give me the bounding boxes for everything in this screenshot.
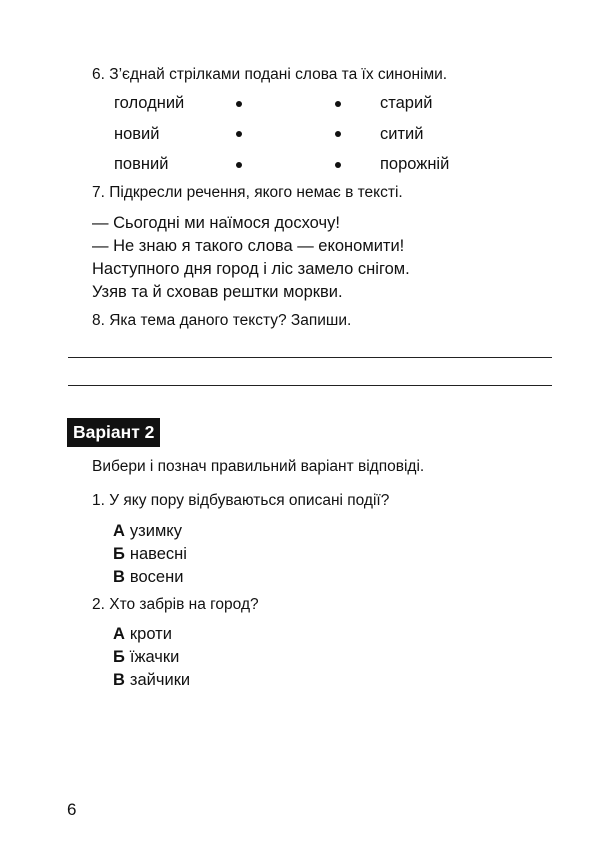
option-letter: В [113, 568, 125, 586]
sentence-2[interactable]: — Не знаю я такого слова — економити! [92, 237, 405, 255]
answer-line-2[interactable] [68, 385, 552, 386]
left-word-1: голодний [114, 94, 185, 112]
left-word-2: новий [114, 125, 160, 143]
option-1b[interactable] [113, 545, 187, 564]
option-text: узимку [129, 522, 182, 540]
option-letter: А [113, 522, 125, 540]
option-letter: Б [113, 545, 125, 563]
option-1c[interactable] [113, 568, 183, 587]
option-2a[interactable] [113, 625, 172, 644]
left-dot-3[interactable] [236, 162, 242, 168]
right-dot-3[interactable] [335, 162, 341, 168]
option-text: навесні [129, 545, 187, 563]
question-7: 7. Підкресли речення, якого немає в тексті. [92, 184, 403, 201]
option-2c[interactable] [113, 671, 190, 690]
option-text: зайчики [129, 671, 191, 689]
option-letter: А [113, 625, 125, 643]
option-1a[interactable] [113, 522, 182, 541]
option-text: восени [129, 568, 184, 586]
right-word-1: старий [380, 94, 433, 112]
right-dot-2[interactable] [335, 131, 341, 137]
left-word-3: повний [114, 155, 169, 173]
variant-question-2: 2. Хто забрів на город? [92, 596, 259, 613]
answer-line-1[interactable] [68, 357, 552, 358]
sentence-3[interactable]: Наступного дня город і ліс замело снігом. [92, 260, 410, 278]
option-text: їжачки [129, 648, 180, 666]
right-word-2: ситий [380, 125, 424, 143]
variant-title: Варіант 2 [67, 418, 160, 447]
right-dot-1[interactable] [335, 101, 341, 107]
sentence-1[interactable]: — Сьогодні ми наїмося досхочу! [92, 214, 340, 232]
option-letter: В [113, 671, 125, 689]
question-6: 6. З’єднай стрілками подані слова та їх синоніми. [92, 66, 448, 83]
question-8: 8. Яка тема даного тексту? Запиши. [92, 312, 352, 329]
option-2b[interactable] [113, 648, 179, 667]
page-number: 6 [67, 800, 77, 819]
option-letter: Б [113, 648, 125, 666]
option-text: кроти [129, 625, 172, 643]
variant-question-1: 1. У яку пору відбуваються описані події? [92, 492, 390, 509]
left-dot-1[interactable] [236, 101, 242, 107]
right-word-3: порожній [380, 155, 450, 173]
left-dot-2[interactable] [236, 131, 242, 137]
variant-instruction: Вибери і познач правильний варіант відповіді. [92, 458, 425, 475]
sentence-4[interactable]: Узяв та й сховав рештки моркви. [92, 283, 343, 301]
